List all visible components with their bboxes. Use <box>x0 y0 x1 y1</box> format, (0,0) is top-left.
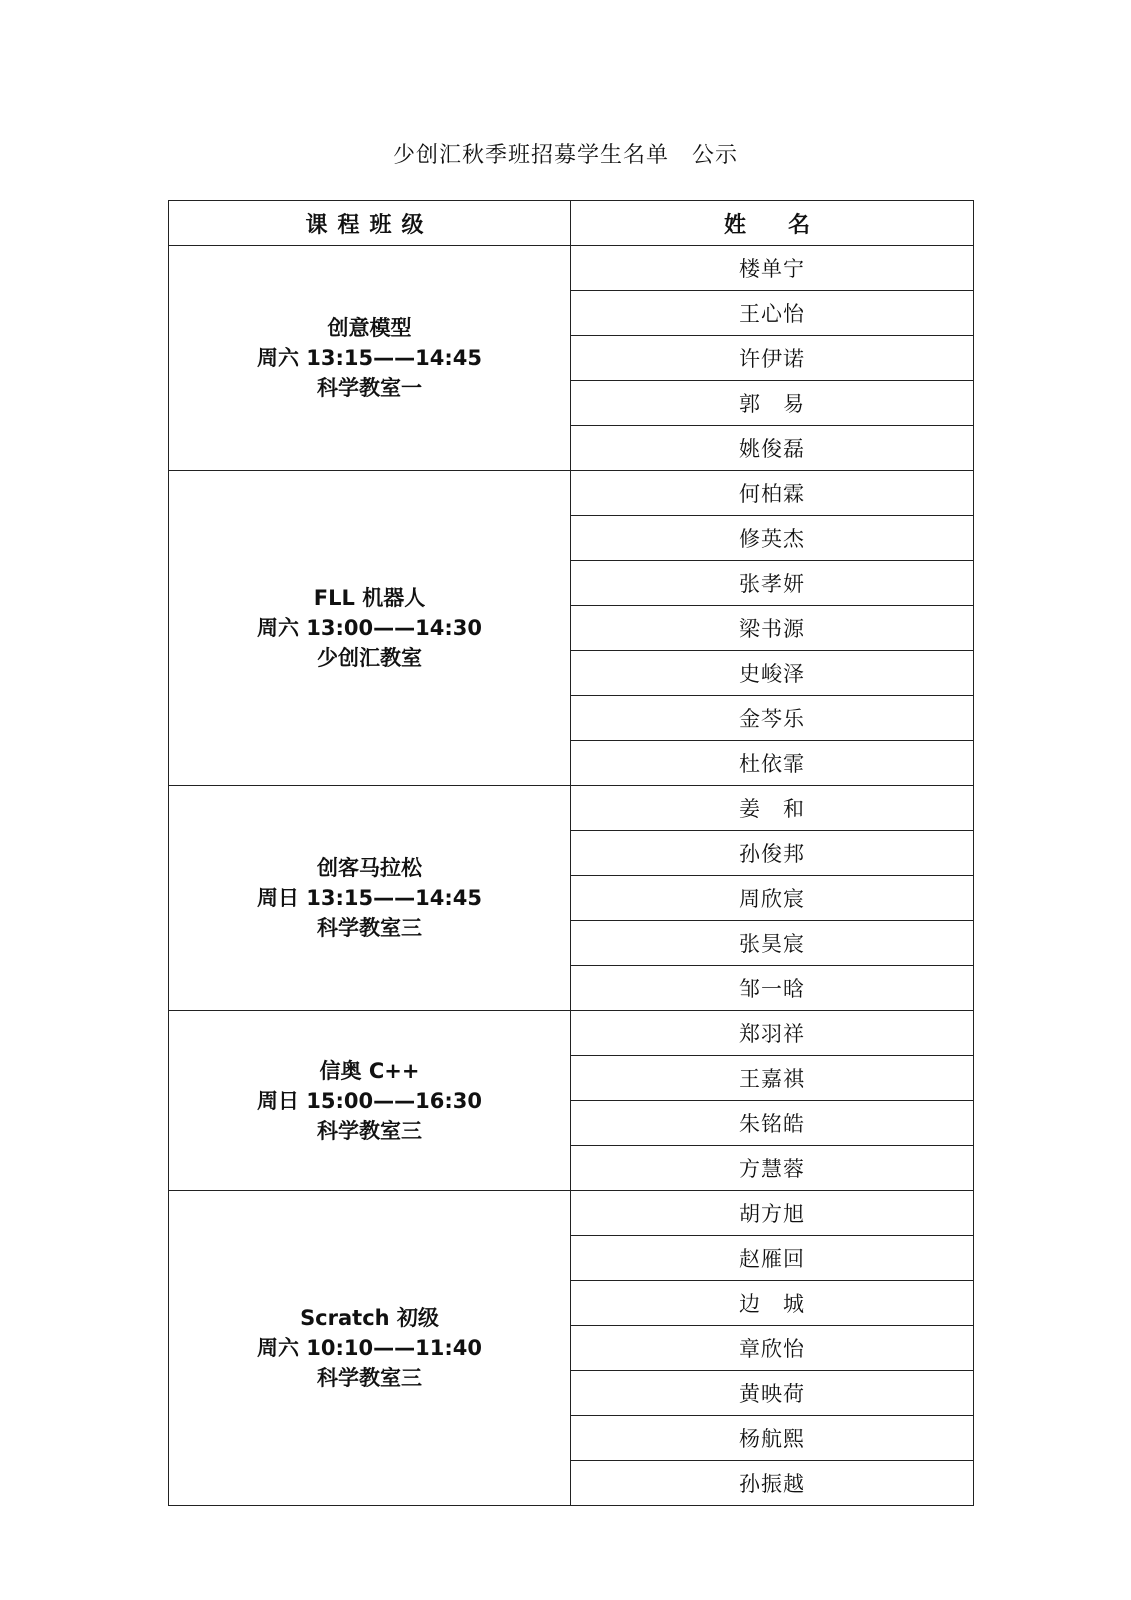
roster-body <box>169 246 974 1506</box>
course-schedule: 周日 13:15——14:45 <box>256 886 482 910</box>
student-name-cell: 胡方旭 <box>571 1191 974 1236</box>
student-name-cell: 梁书源 <box>571 606 974 651</box>
student-name-cell: 周欣宸 <box>571 876 974 921</box>
student-name-cell: 孙俊邦 <box>571 831 974 876</box>
course-schedule: 周日 15:00——16:30 <box>256 1088 482 1113</box>
student-name-cell: 姜 和 <box>571 786 974 831</box>
student-name-cell: 孙振越 <box>571 1461 974 1506</box>
course-name: FLL 机器人 <box>313 586 426 610</box>
student-name-cell: 朱铭皓 <box>571 1101 974 1146</box>
course-cell <box>169 246 571 471</box>
student-name-cell: 郭 易 <box>571 381 974 426</box>
course-name: 信奥 C++ <box>319 1058 420 1083</box>
course-schedule: 周六 13:15——14:45 <box>256 346 482 370</box>
course-room: 科学教室一 <box>317 376 422 400</box>
student-name-cell: 王嘉祺 <box>571 1056 974 1101</box>
student-name-cell: 楼单宁 <box>571 246 974 291</box>
table-header-row <box>169 201 974 246</box>
table-row <box>169 786 974 831</box>
table-row <box>169 471 974 516</box>
course-room: 科学教室三 <box>317 1118 422 1143</box>
student-name-cell: 章欣怡 <box>571 1326 974 1371</box>
table-row <box>169 1191 974 1236</box>
student-name-cell: 修英杰 <box>571 516 974 561</box>
student-name-cell: 杜依霏 <box>571 741 974 786</box>
course-room: 科学教室三 <box>317 916 422 940</box>
student-name-cell: 邹一晗 <box>571 966 974 1011</box>
course-cell <box>169 1011 571 1191</box>
course-room: 科学教室三 <box>317 1366 422 1390</box>
student-name-cell: 方慧蓉 <box>571 1146 974 1191</box>
header-student-name: 姓 名 <box>571 201 974 246</box>
student-name-cell: 张昊宸 <box>571 921 974 966</box>
student-name-cell: 王心怡 <box>571 291 974 336</box>
course-schedule: 周六 10:10——11:40 <box>256 1336 482 1360</box>
course-name: Scratch 初级 <box>300 1306 439 1330</box>
student-name-cell: 赵雁回 <box>571 1236 974 1281</box>
course-cell <box>169 471 571 786</box>
student-name-cell: 边 城 <box>571 1281 974 1326</box>
student-name-cell: 金芩乐 <box>571 696 974 741</box>
student-name-cell: 何柏霖 <box>571 471 974 516</box>
course-name: 创客马拉松 <box>317 856 422 880</box>
table-row <box>169 246 974 291</box>
student-name-cell: 姚俊磊 <box>571 426 974 471</box>
student-name-cell: 黄映荷 <box>571 1371 974 1416</box>
student-name-cell: 许伊诺 <box>571 336 974 381</box>
course-cell <box>169 1191 571 1506</box>
header-course-class: 课程班级 <box>169 201 571 246</box>
student-name-cell: 郑羽祥 <box>571 1011 974 1056</box>
student-roster-table <box>168 200 974 1506</box>
course-room: 少创汇教室 <box>317 646 422 670</box>
student-name-cell: 杨航熙 <box>571 1416 974 1461</box>
course-name: 创意模型 <box>327 316 412 340</box>
student-name-cell: 史峻泽 <box>571 651 974 696</box>
table-row <box>169 1011 974 1056</box>
student-name-cell: 张孝妍 <box>571 561 974 606</box>
course-cell <box>169 786 571 1011</box>
course-schedule: 周六 13:00——14:30 <box>256 616 482 640</box>
document-title: 少创汇秋季班招募学生名单 公示 <box>392 143 738 168</box>
